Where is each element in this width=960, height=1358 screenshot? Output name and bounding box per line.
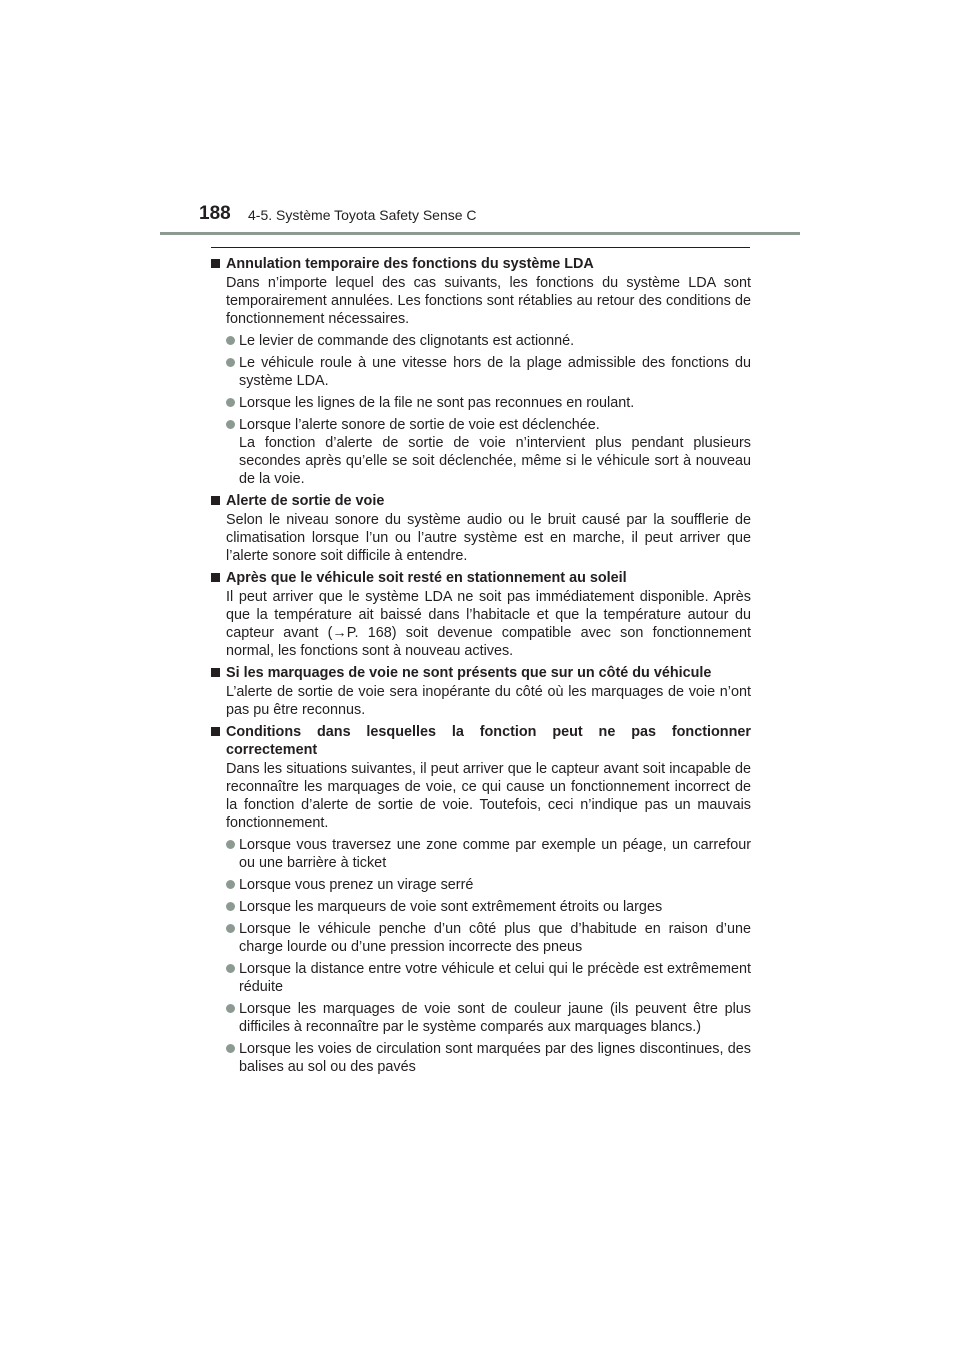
list-item [211,416,751,488]
list-item [211,836,751,872]
section-lane-departure-alert [211,492,751,565]
section-heading-text: Si les marquages de voie ne sont présents que sur un côté du véhicule [226,665,712,681]
list-item [211,898,751,916]
bullet-list [211,836,751,1076]
list-item [211,354,751,390]
section-heading [211,255,751,273]
square-bullet-icon [211,492,226,510]
bullet-text: Le levier de commande des clignotants est actionné. [239,333,575,349]
bullet-text: Lorsque les marquages de voie sont de couleur jaune (ils peuvent être plus difficiles à reconnaître par le système comparés aux marquages blancs.) [239,1001,751,1035]
square-bullet-icon [211,664,226,682]
bullet-text: Lorsque vous traversez une zone comme par exemple un péage, un carrefour ou une barrière à ticket [239,837,751,871]
circle-bullet-icon [226,898,239,916]
circle-bullet-icon [226,1040,239,1076]
bullet-text: Lorsque les voies de circulation sont marquées par des lignes discontinues, des balises au sol ou des pavés [239,1041,751,1075]
bullet-text: Lorsque le véhicule penche d’un côté plus que d’habitude en raison d’une charge lourde ou d’une pression incorrecte des pneus [239,921,751,955]
circle-bullet-icon [226,394,239,412]
header-rule [160,232,800,235]
section-temporary-cancellation [211,255,751,488]
list-item [211,394,751,412]
bullet-text: Lorsque vous prenez un virage serré [239,877,474,893]
square-bullet-icon [211,723,226,759]
bullet-content [239,416,751,488]
list-item [211,332,751,350]
list-item [211,1000,751,1036]
section-title: 4-5. Système Toyota Safety Sense C [248,207,477,223]
square-bullet-icon [211,569,226,587]
section-malfunction-conditions [211,723,751,1076]
section-heading-text: Conditions dans lesquelles la fonction peut ne pas fonctionner correctement [226,724,751,758]
top-rule [211,247,750,248]
bullet-text: Lorsque les marqueurs de voie sont extrêmement étroits ou larges [239,899,663,915]
circle-bullet-icon [226,332,239,350]
circle-bullet-icon [226,876,239,894]
section-heading-text: Annulation temporaire des fonctions du système LDA [226,256,594,272]
bullet-text: Lorsque l’alerte sonore de sortie de voie est déclenchée. [239,417,600,433]
section-heading [211,723,751,759]
bullet-text: Lorsque la distance entre votre véhicule et celui qui le précède est extrêmement réduite [239,961,751,995]
section-parked-in-sun [211,569,751,660]
section-one-side-markings [211,664,751,719]
bullet-note: La fonction d’alerte de sortie de voie n’intervient plus pendant plusieurs secondes après qu’elle se soit déclenchée, même si le véhicule sort à nouveau de la voie. [239,435,751,487]
section-paragraph: L’alerte de sortie de voie sera inopérante du côté où les marquages de voie n’ont pas pu être reconnus. [226,684,751,718]
circle-bullet-icon [226,354,239,390]
list-item [211,960,751,996]
circle-bullet-icon [226,1000,239,1036]
circle-bullet-icon [226,920,239,956]
bullet-list [211,332,751,488]
section-heading [211,492,751,510]
bullet-text: Le véhicule roule à une vitesse hors de la plage admissible des fonctions du système LDA. [239,355,751,389]
section-paragraph: Selon le niveau sonore du système audio ou le bruit causé par la soufflerie de climatisation lorsque l’un ou l’autre système est en marche, il peut arriver que l’alerte sonore soit difficile à entendre. [226,512,751,564]
bullet-text: Lorsque les lignes de la file ne sont pas reconnues en roulant. [239,395,635,411]
section-heading [211,664,751,682]
circle-bullet-icon [226,416,239,488]
section-paragraph: Il peut arriver que le système LDA ne soit pas immédiatement disponible. Après que la température ait baissé dans l’habitacle et que la température autour du capteur avant (→P. 168) soit devenue compatible avec son fonctionnement normal, les fonctions sont à nouveau actives. [226,589,751,659]
section-heading [211,569,751,587]
page-number: 188 [199,203,231,224]
section-paragraph: Dans les situations suivantes, il peut arriver que le capteur avant soit incapable de reconnaître les marquages de voie, ce qui cause un fonctionnement incorrect de la fonction d’alerte de sortie de voie. Toutefois, ceci n’indique pas un mauvais fonctionnement. [226,761,751,831]
list-item [211,920,751,956]
section-heading-text: Alerte de sortie de voie [226,493,385,509]
square-bullet-icon [211,255,226,273]
list-item [211,1040,751,1076]
list-item [211,876,751,894]
section-paragraph: Dans n’importe lequel des cas suivants, les fonctions du système LDA sont temporairement annulées. Les fonctions sont rétablies au retour des conditions de fonctionnement nécessaires. [226,275,751,327]
section-heading-text: Après que le véhicule soit resté en stationnement au soleil [226,570,627,586]
circle-bullet-icon [226,960,239,996]
page-content [211,255,751,1076]
circle-bullet-icon [226,836,239,872]
